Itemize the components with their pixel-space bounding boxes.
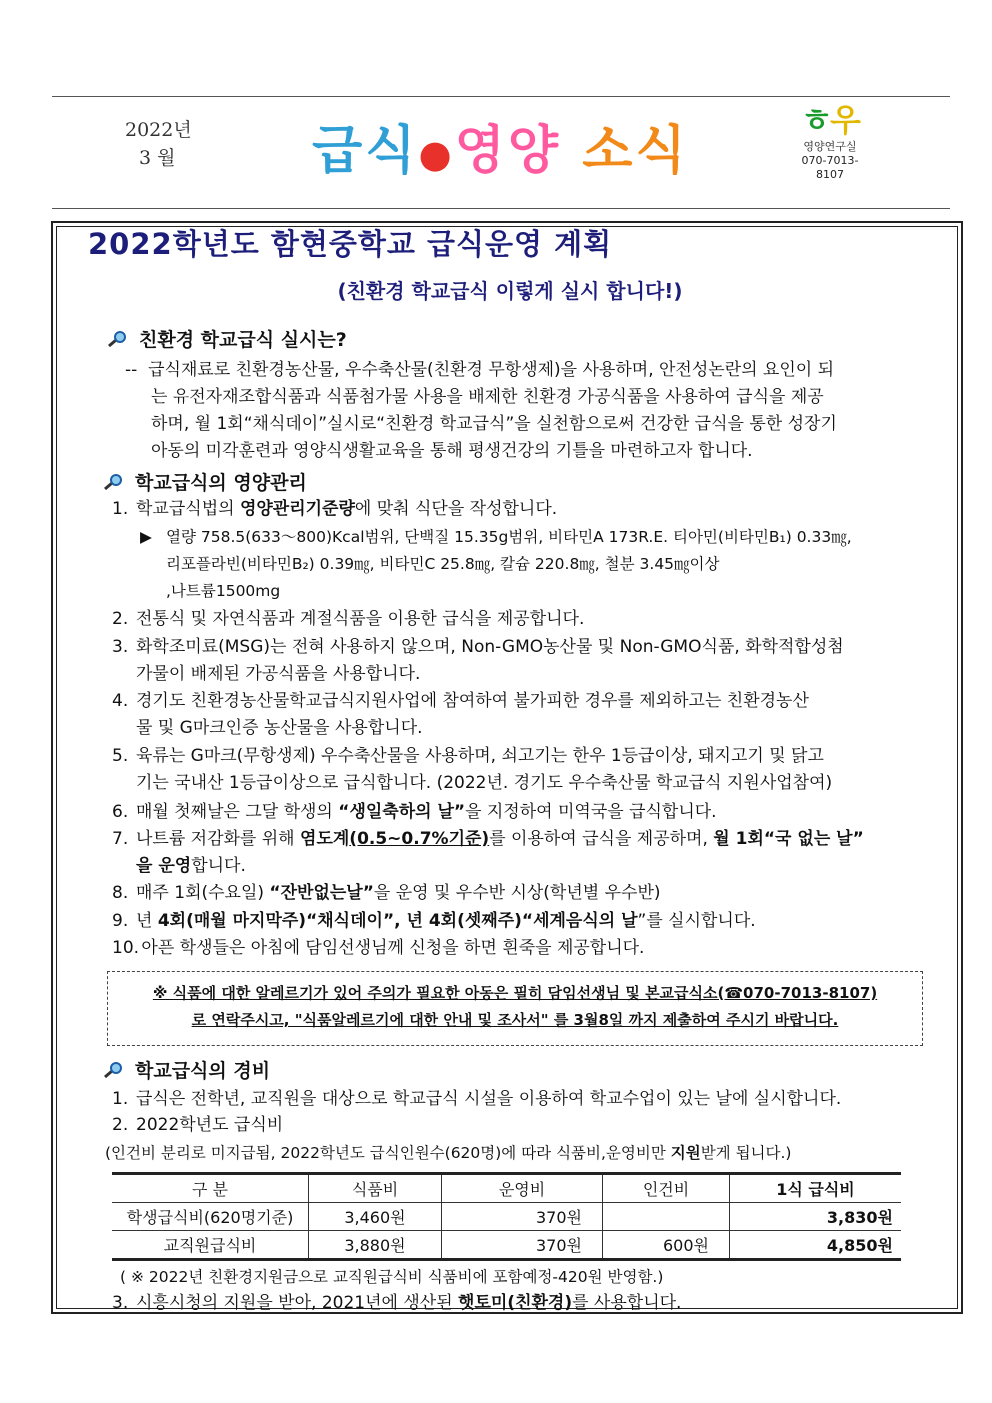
- item-number: 9.: [112, 911, 129, 931]
- list-item: [112, 496, 918, 523]
- item-bold-underline: (0.5~0.7%기준): [349, 829, 490, 849]
- office-phone: 070-7013-8107: [801, 154, 859, 181]
- table-cell: 370원: [442, 1203, 603, 1231]
- list-item: [112, 743, 918, 797]
- section-heading-cost: [103, 1056, 270, 1083]
- list-item: [112, 1112, 918, 1139]
- list-item: [112, 606, 918, 633]
- cost-note: [105, 1140, 791, 1167]
- section-heading-nutrition: [103, 468, 307, 495]
- item-number: 10.: [112, 938, 140, 958]
- item-text: 급식은 전학년, 교직원을 대상으로 학교급식 시설을 이용하여 학교수업이 있는 날에 실시합니다.: [136, 1089, 842, 1109]
- item-text: 가물이 배제된 가공식품을 사용합니다.: [136, 664, 421, 684]
- table-row: [112, 1203, 901, 1231]
- item-bold: “세계음식의 날: [521, 911, 638, 931]
- banner-word-meal: 급식: [312, 121, 419, 181]
- item-bold: 4회(매월 마지막주): [157, 911, 307, 931]
- note-text: (인건비 분리로 미지급됨, 2022학년도 급식인원수(620명)에 따라 식품비,운영비만: [105, 1144, 671, 1162]
- item-bold: “생일축하의 날”: [338, 802, 466, 822]
- issue-date: [125, 116, 192, 172]
- item-text: 시흥시청의 지원을 받아, 2021년에 생산된: [136, 1293, 459, 1313]
- page-subtitle: (친환경 학교급식 이렇게 실시 합니다!): [337, 279, 683, 303]
- note-bold: 지원: [670, 1144, 701, 1162]
- table-cell: 3,460원: [309, 1203, 442, 1231]
- item-text: 합니다.: [191, 856, 246, 876]
- table-cell: 교직원급식비: [112, 1231, 309, 1260]
- table-cell: 3,830원: [730, 1203, 902, 1231]
- office-name: 영양연구실: [803, 140, 857, 153]
- nutrition-line: 열량 758.5(633～800)Kcal범위, 단백질 15.35g범위, 비타민A 173R.E. 티아민(비타민B₁) 0.33㎎,: [166, 528, 852, 546]
- item-text: 전통식 및 자연식품과 계절식품을 이용한 급식을 제공합니다.: [136, 609, 585, 629]
- item-text: 를 사용합니다.: [572, 1293, 682, 1313]
- item-bold: 염도계: [300, 829, 350, 849]
- item-text: 2022학년도 급식비: [136, 1115, 284, 1135]
- newsletter-banner: [312, 108, 689, 183]
- note-text: 받게 됩니다.): [700, 1144, 792, 1162]
- item-number: 3.: [112, 637, 129, 657]
- page-title: 2022학년도 함현중학교 급식운영 계획: [88, 227, 613, 261]
- item-text: 을 운영 및 우수반 시상(학년별 우수반): [373, 883, 661, 903]
- arrow-icon: ▶: [140, 528, 152, 546]
- table-cell: 학생급식비(620명기준): [112, 1203, 309, 1231]
- item-text: 학교급식법의: [136, 499, 240, 519]
- item-text: 육류는 G마크(무항생제) 우수축산물을 사용하며, 쇠고기는 한우 1등급이상, 돼지고기 및 닭고: [136, 746, 824, 766]
- eco-description: [125, 357, 925, 465]
- table-header: 운영비: [442, 1174, 603, 1203]
- eco-line: 아동의 미각훈련과 영양식생활교육을 통해 평생건강의 기틀을 마련하고자 합니다.: [151, 441, 753, 461]
- eco-line: 급식재료로 친환경농산물, 우수축산물(친환경 무항생제)을 사용하며, 안전성논란의 요인이 되: [148, 360, 835, 380]
- item-bold: 월 1회“국 없는 날”: [713, 829, 864, 849]
- table-row: [112, 1231, 901, 1260]
- list-item: [112, 908, 918, 935]
- table-cell: 4,850원: [730, 1231, 902, 1260]
- banner-word-nutrition: 영양: [454, 121, 562, 181]
- table-header: 인건비: [603, 1174, 730, 1203]
- section-heading-text: 학교급식의 영양관리: [135, 472, 307, 494]
- table-cell: 3,880원: [309, 1231, 442, 1260]
- item-text: 화학조미료(MSG)는 전혀 사용하지 않으며, Non-GMO농산물 및 Non-GMO식품, 화학적합성첨: [136, 637, 844, 657]
- list-item: [112, 880, 918, 907]
- item-text: 경기도 친환경농산물학교급식지원사업에 참여하여 불가피한 경우를 제외하고는 친환경농산: [136, 691, 809, 711]
- item-number: 8.: [112, 883, 129, 903]
- item-text: 아픈 학생들은 아침에 담임선생님께 신청을 하면 흰죽을 제공합니다.: [141, 938, 645, 958]
- cost-footnote: ( ※ 2022년 친환경지원금으로 교직원급식비 식품비에 포함예정-420원 반영함.): [120, 1268, 664, 1286]
- issue-year: 2022년: [125, 119, 192, 141]
- item-bold: 햇토미(친환경): [458, 1293, 573, 1313]
- list-item: [112, 1290, 918, 1317]
- table-cell: 600원: [603, 1231, 730, 1260]
- magnifier-icon: [103, 1061, 125, 1079]
- list-item: [112, 634, 918, 688]
- list-item: [112, 935, 918, 962]
- notice-line-2: 로 연락주시고, "식품알레르기에 대한 안내 및 조사서" 를 3월8일 까지 제출하여 주시기 바랍니다.: [191, 1011, 839, 1029]
- header-top-rule: [52, 96, 950, 97]
- table-header-row: [112, 1174, 901, 1203]
- allergy-notice: [107, 971, 923, 1046]
- header-bottom-rule: [52, 208, 950, 209]
- table-cell: [603, 1203, 730, 1231]
- item-number: 3.: [112, 1293, 129, 1313]
- dash-prefix: --: [125, 360, 138, 380]
- item-number: 4.: [112, 691, 129, 711]
- table-header: 식품비: [309, 1174, 442, 1203]
- list-item: [112, 826, 918, 880]
- item-number: 6.: [112, 802, 129, 822]
- item-bold: 영양관리기준량: [239, 499, 355, 519]
- eco-line: 는 유전자재조합식품과 식품첨가물 사용을 배제한 친환경 가공식품을 사용하여 급식을 제공: [151, 387, 824, 407]
- eco-line: 하며, 월 1회“채식데이”실시로“친환경 학교급식”을 실천함으로써 건강한 급식을 통한 성장기: [151, 414, 837, 434]
- school-logo: [790, 100, 870, 182]
- item-text: 기는 국내산 1등급이상으로 급식합니다. (2022년. 경기도 우수축산물 학교급식 지원사업참여): [136, 773, 833, 793]
- meal-cost-table: [112, 1172, 901, 1261]
- notice-line-1: ※ 식품에 대한 알레르기가 있어 주의가 필요한 아동은 필히 담임선생님 및 본교급식소(☎070-7013-8107): [152, 984, 878, 1002]
- logo-letter-w: 우: [830, 101, 859, 139]
- item-number: 5.: [112, 746, 129, 766]
- list-item: [112, 688, 918, 742]
- item-text: 년: [136, 911, 158, 931]
- item-text: 을 지정하여 미역국을 급식합니다.: [465, 802, 717, 822]
- magnifier-icon: [103, 473, 125, 491]
- item-bold: “잔반없는날”: [269, 883, 374, 903]
- table-cell: 370원: [442, 1231, 603, 1260]
- item-text: 나트륨 저감화를 위해: [136, 829, 301, 849]
- item-number: 1.: [112, 499, 129, 519]
- nutrition-standards: [140, 524, 920, 605]
- banner-word-news: 소식: [582, 121, 689, 181]
- item-number: 1.: [112, 1089, 129, 1109]
- item-text: 에 맞춰 식단을 작성합니다.: [354, 499, 558, 519]
- nutrition-line: ,나트륨1500mg: [166, 582, 281, 600]
- list-item: [112, 1086, 918, 1113]
- table-header: 1식 급식비: [730, 1174, 902, 1203]
- item-text: 물 및 G마크인증 농산물을 사용합니다.: [136, 718, 423, 738]
- item-text: ”를 실시합니다.: [637, 911, 756, 931]
- item-number: 7.: [112, 829, 129, 849]
- section-heading-text: 친환경 학교급식 실시는?: [139, 329, 347, 351]
- table-header: 구 분: [112, 1174, 309, 1203]
- banner-dot: ●: [418, 132, 455, 176]
- section-heading-eco: [107, 325, 347, 352]
- logo-mark-icon: [790, 100, 870, 140]
- item-number: 2.: [112, 609, 129, 629]
- issue-month: 3 월: [139, 147, 176, 169]
- item-bold: 을 운영: [136, 856, 192, 876]
- item-bold: “채식데이”, 년 4회(셋째주): [306, 911, 522, 931]
- item-text: 매월 첫째날은 그달 학생의: [136, 802, 339, 822]
- list-item: [112, 799, 918, 826]
- magnifier-icon: [107, 330, 129, 348]
- nutrition-line: 리포플라빈(비타민B₂) 0.39㎎, 비타민C 25.8㎎, 칼슘 220.8㎎, 철분 3.45㎎이상: [166, 555, 720, 573]
- item-number: 2.: [112, 1115, 129, 1135]
- logo-letter-h: ㅎ: [801, 101, 830, 139]
- item-text: 매주 1회(수요일): [136, 883, 270, 903]
- section-heading-text: 학교급식의 경비: [135, 1060, 271, 1082]
- item-text: 를 이용하여 급식을 제공하며,: [489, 829, 714, 849]
